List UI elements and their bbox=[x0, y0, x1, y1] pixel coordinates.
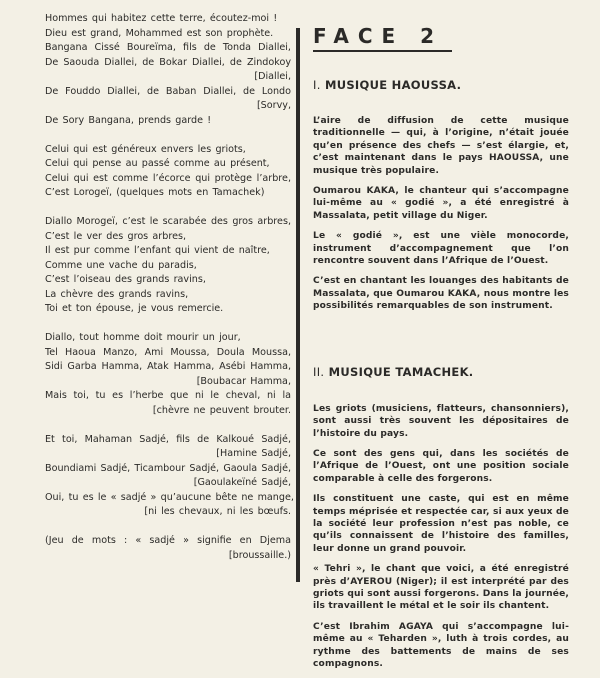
paragraph: L’aire de diffusion de cette musique traditionnelle — qui, à l’origine, n’était jouée qu’en présence des chefs — s’est élargie, et, c’est maintenant dans le pays HAOUSSA, une musique très populaire. bbox=[313, 116, 569, 176]
poem-column bbox=[45, 12, 294, 578]
poem-line: Diallo Morogeï, c’est le scarabée des gros arbres, bbox=[45, 216, 291, 227]
poem-line: [Sorvy, bbox=[256, 100, 291, 111]
paragraph: C’est Ibrahim AGAYA qui s’accompagne lui-même au « Teharden », luth à trois cordes, au rythme des battements de mains de ses compagnons. bbox=[313, 621, 569, 669]
poem-line: De Sory Bangana, prends garde ! bbox=[45, 114, 212, 126]
paragraph: C’est en chantant les louanges des habitants de Massalata, que Oumarou KAKA, nous montre les possibilités remarquables de son instrument. bbox=[313, 276, 569, 312]
poem-stanza bbox=[45, 12, 291, 128]
poem-line: Tel Haoua Manzo, Ami Moussa, Doula Moussa, bbox=[45, 346, 291, 358]
section-number: I. bbox=[313, 78, 321, 92]
poem-stanza bbox=[45, 534, 291, 563]
poem-line: C’est Lorogeï, (quelques mots en Tamachek) bbox=[45, 187, 265, 198]
section-heading-haoussa bbox=[313, 78, 569, 92]
section-title: MUSIQUE TAMACHEK. bbox=[328, 364, 474, 379]
poem-line: [ni les chevaux, ni les bœufs. bbox=[144, 506, 291, 517]
poem-line: Celui qui pense au passé comme au présent, bbox=[45, 158, 270, 169]
poem-line: C’est l’oiseau des grands ravins, bbox=[45, 274, 206, 285]
poem-line: Sidi Garba Hamma, Atak Hamma, Asébi Hamma, bbox=[45, 361, 291, 372]
paragraph: Ce sont des gens qui, dans les sociétés de l’Afrique de l’Ouest, ont une position sociale comparable à celle des forgerons. bbox=[313, 448, 569, 484]
poem-stanza bbox=[45, 433, 294, 520]
paragraph: Le « godié », est une vièle monocorde, instrument d’accompagnement que l’on rencontre souvent dans l’Afrique de l’Ouest. bbox=[313, 231, 569, 267]
paragraph: Oumarou KAKA, le chanteur qui s’accompagne lui-même au « godié », a été enregistré à Massalata, petit village du Niger. bbox=[313, 186, 569, 221]
section-heading-tamachek bbox=[313, 365, 569, 379]
poem-line: Et toi, Mahaman Sadjé, fils de Kalkoué Sadjé, bbox=[45, 433, 291, 445]
poem-line: [broussaille.) bbox=[228, 549, 291, 561]
notes-column bbox=[313, 24, 569, 678]
poem-line: Celui qui est comme l’écorce qui protège l’arbre, bbox=[45, 172, 291, 184]
poem-line: Bangana Cissé Boureïma, fils de Tonda Diallei, bbox=[45, 42, 291, 53]
poem-stanza bbox=[45, 331, 291, 418]
poem-line: Il est pur comme l’enfant qui vient de naître, bbox=[45, 245, 270, 256]
paragraph: Les griots (musiciens, flatteurs, chansonniers), sont aussi très souvent les dépositaires de l’histoire du pays. bbox=[313, 403, 569, 439]
poem-line: [Gaoulakeïné Sadjé, bbox=[193, 477, 291, 488]
poem-line: C’est le ver des gros arbres, bbox=[45, 230, 187, 242]
column-divider-bar bbox=[296, 28, 300, 582]
paragraph: « Tehri », le chant que voici, a été enregistré près d’AYEROU (Niger); il est interprété par des griots qui sont aussi forgerons. Dans la journée, ils travaillent le métal et le soir ils chantent. bbox=[313, 564, 569, 612]
poem-line: [chèvre ne peuvent brouter. bbox=[152, 404, 291, 416]
poem-line: Oui, tu es le « sadjé » qu’aucune bête ne mange, bbox=[45, 491, 294, 503]
poem-line: Boundiami Sadjé, Ticambour Sadjé, Gaoula Sadjé, bbox=[45, 462, 292, 474]
section-title: MUSIQUE HAOUSSA. bbox=[324, 78, 462, 92]
poem-line: La chèvre des grands ravins, bbox=[45, 288, 189, 300]
poem-line: (Jeu de mots : « sadjé » signifie en Djema bbox=[45, 535, 291, 546]
poem-line: [Diallei, bbox=[254, 71, 291, 82]
poem-stanza bbox=[45, 143, 291, 201]
poem-line: Toi et ton épouse, je vous remercie. bbox=[45, 303, 224, 314]
poem-line: Comme une vache du paradis, bbox=[45, 259, 197, 271]
face-title: FACE 2 bbox=[313, 24, 452, 52]
section-haoussa-body bbox=[313, 115, 569, 313]
poem-line: De Fouddo Diallei, de Baban Diallei, de Londo bbox=[45, 85, 291, 97]
poem-line: Diallo, tout homme doit mourir un jour, bbox=[45, 332, 241, 343]
section-tamachek-body bbox=[313, 403, 569, 671]
poem-line: Mais toi, tu es l’herbe que ni le cheval, ni la bbox=[45, 390, 291, 401]
poem-line: [Boubacar Hamma, bbox=[196, 375, 291, 387]
poem-line: Celui qui est généreux envers les griots, bbox=[45, 143, 246, 155]
poem-line: [Hamine Sadjé, bbox=[216, 448, 291, 459]
poem-line: Dieu est grand, Mohammed est son prophète. bbox=[45, 27, 274, 39]
paragraph: Ils constituent une caste, qui est en même temps méprisée et respectée car, si aux yeux de la société leur profession n’est pas noble, ce qu’ils connaissent de l’histoire des familles, leur donne un grand pouvoir. bbox=[313, 494, 569, 554]
poem-line: De Saouda Diallei, de Bokar Diallei, de Zindokoy bbox=[45, 56, 291, 68]
poem-line: Hommes qui habitez cette terre, écoutez-moi ! bbox=[45, 13, 278, 24]
poem-stanza bbox=[45, 215, 291, 317]
section-number: II. bbox=[313, 364, 325, 379]
